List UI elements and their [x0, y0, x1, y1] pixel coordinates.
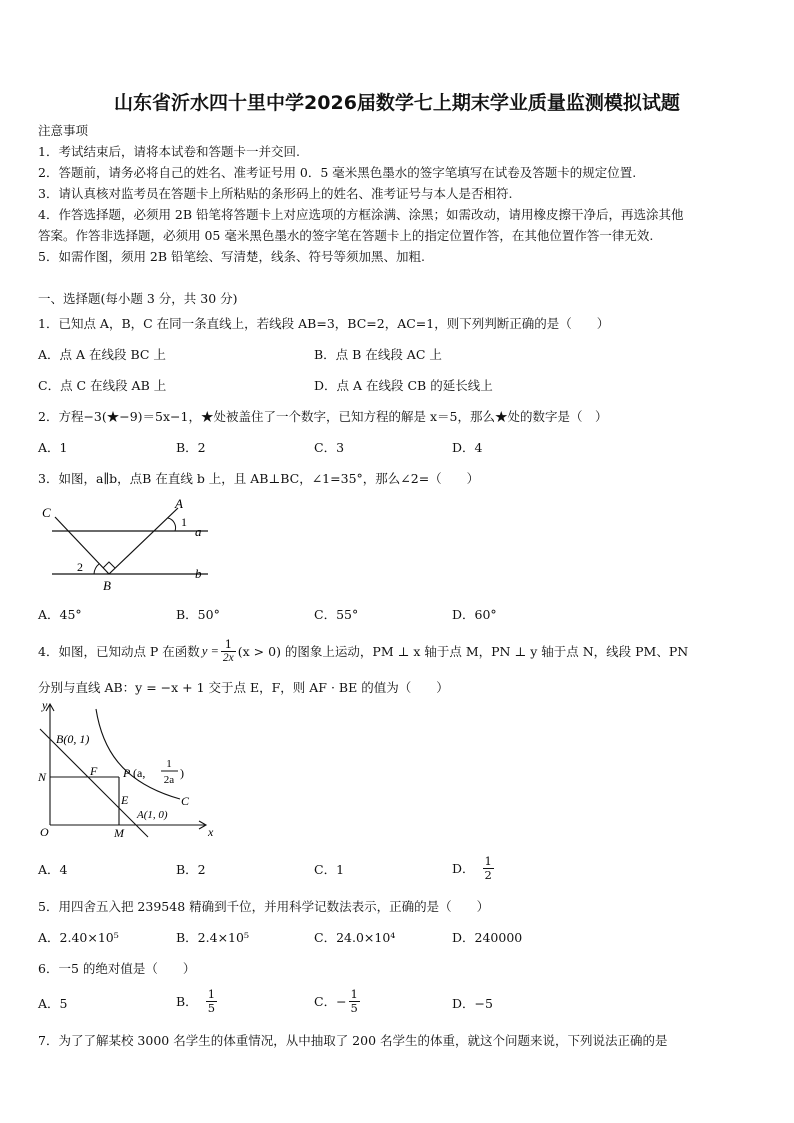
q3-option-a[interactable]: A．45°: [38, 607, 82, 622]
q4-option-d-fraction: [483, 855, 494, 880]
question-4-line-2: 分别与直线 AB：y = −x + 1 交于点 E，F，则 AF · BE 的值为（ ）: [38, 680, 449, 695]
label-line-a: a: [195, 524, 202, 539]
q3-option-b[interactable]: B．50°: [176, 607, 220, 622]
label-e: E: [121, 793, 129, 807]
q4-fraction-numerator: 1: [221, 638, 236, 651]
angle-1-arc: [168, 518, 176, 531]
label-angle-2: 2: [77, 560, 83, 574]
label-a: A: [175, 496, 183, 511]
notice-heading: 注意事项: [38, 123, 89, 138]
label-y: y: [42, 698, 48, 712]
q6-option-c[interactable]: [314, 983, 360, 1019]
q2-option-a[interactable]: A．1: [38, 440, 68, 455]
q4-option-c[interactable]: C．1: [314, 862, 345, 877]
q4-y-equals: y =: [201, 643, 219, 658]
q4-fraction: [221, 638, 236, 663]
label-m: M: [114, 826, 124, 840]
q2-option-c[interactable]: C．3: [314, 440, 345, 455]
q1-option-b[interactable]: B．点 B 在线段 AC 上: [314, 347, 442, 362]
fraction-denominator: 5: [207, 1000, 216, 1015]
fraction-numerator: 1: [484, 854, 492, 869]
q5-option-b[interactable]: B．2.4×10⁵: [176, 930, 249, 945]
section-heading: 一、选择题(每小题 3 分，共 30 分): [38, 291, 238, 306]
q1-option-d[interactable]: D．点 A 在线段 CB 的延长线上: [314, 378, 493, 393]
label-line-b: b: [195, 566, 202, 581]
q1-option-a[interactable]: A．点 A 在线段 BC 上: [38, 347, 166, 362]
label-angle-1: 1: [181, 515, 187, 529]
q4-figure: [30, 697, 230, 845]
label-c: C: [42, 505, 51, 520]
notice-item: 答案。作答非选择题，必须用 05 毫米黑色墨水的签字笔在答题卡上的指定位置作答，在其他位置作答一律无效.: [38, 228, 654, 243]
q4-option-d[interactable]: [452, 850, 494, 886]
label-b-point: B: [103, 578, 111, 593]
angle-2-arc: [94, 564, 99, 574]
q6-option-c-label: C．−: [314, 994, 347, 1009]
q2-option-d[interactable]: D．4: [452, 440, 483, 455]
label-a: A(1, 0): [137, 809, 168, 821]
label-p-den: 2a: [163, 774, 175, 786]
label-p: P: [123, 766, 131, 780]
q4-option-d-label: D．: [452, 861, 475, 876]
question-3-stem: 3．如图，a∥b，点B 在直线 b 上，且 AB⊥BC，∠1=35°，那么∠2=（ ）: [38, 471, 480, 486]
q5-option-d[interactable]: D．240000: [452, 930, 523, 945]
right-angle-mark: [103, 562, 115, 568]
label-o: O: [40, 825, 49, 839]
q1-option-c[interactable]: C．点 C 在线段 AB 上: [38, 378, 167, 393]
label-p-close: ): [180, 766, 184, 780]
q6-option-d[interactable]: D．−5: [452, 996, 493, 1011]
page-title: 山东省沂水四十里中学2026届数学七上期末学业质量监测模拟试题: [114, 92, 680, 114]
notice-item: 5．如需作图，须用 2B 铅笔绘、写清楚，线条、符号等须加黑、加粗.: [38, 249, 426, 264]
question-6-stem: 6．一5 的绝对值是（ ）: [38, 961, 196, 976]
q6-option-b[interactable]: [176, 983, 217, 1019]
question-1-stem: 1．已知点 A，B，C 在同一条直线上，若线段 AB=3，BC=2，AC=1，则下列判断正确的是（ ）: [38, 316, 610, 331]
label-p-coord: (a,: [133, 766, 146, 780]
q3-figure: [30, 495, 220, 595]
q6-option-c-fraction: [349, 988, 360, 1013]
label-c: C: [181, 794, 190, 808]
q4-stem-part-2: (x > 0) 的图象上运动，PM ⊥ x 轴于点 M，PN ⊥ y 轴于点 N，线段 PM、PN: [237, 644, 689, 659]
label-f: F: [90, 764, 98, 778]
fraction-numerator: 1: [350, 987, 358, 1002]
q3-option-d[interactable]: D．60°: [452, 607, 497, 622]
question-4-stem: [38, 633, 688, 669]
q2-option-b[interactable]: B．2: [176, 440, 206, 455]
notice-item: 1．考试结束后，请将本试卷和答题卡一并交回.: [38, 144, 300, 159]
fraction-numerator: 1: [207, 987, 216, 1002]
segment-ab: [109, 508, 178, 574]
q6-option-b-label: B．: [176, 994, 198, 1009]
notice-item: 4．作答选择题，必须用 2B 铅笔将答题卡上对应选项的方框涂满、涂黑；如需改动，请用橡皮擦干净后，再选涂其他: [38, 207, 684, 222]
q5-option-c[interactable]: C．24.0×10⁴: [314, 930, 396, 945]
q4-stem-part-1: 4．如图，已知动点 P 在函数: [38, 644, 200, 659]
question-7-stem: 7．为了了解某校 3000 名学生的体重情况，从中抽取了 200 名学生的体重，就这个问题来说，下列说法正确的是: [38, 1033, 668, 1048]
fraction-denominator: 2: [484, 867, 492, 882]
label-n: N: [38, 770, 47, 784]
q4-option-b[interactable]: B．2: [176, 862, 206, 877]
notice-item: 3．请认真核对监考员在答题卡上所粘贴的条形码上的姓名、准考证号与本人是否相符.: [38, 186, 513, 201]
q4-option-a[interactable]: A．4: [38, 862, 68, 877]
q6-option-b-fraction: [206, 988, 217, 1013]
q3-option-c[interactable]: C．55°: [314, 607, 359, 622]
q6-option-a[interactable]: A．5: [38, 996, 68, 1011]
question-5-stem: 5．用四舍五入把 239548 精确到千位，并用科学记数法表示，正确的是（ ）: [38, 899, 490, 914]
label-x: x: [208, 825, 214, 839]
notice-item: 2．答题前，请务必将自己的姓名、准考证号用 0．5 毫米黑色墨水的签字笔填写在试卷及答题卡的规定位置.: [38, 165, 637, 180]
label-p-num: 1: [166, 758, 172, 770]
q4-fraction-denominator: 2x: [222, 651, 234, 664]
question-2-stem: 2．方程−3(★−9)＝5x−1，★处被盖住了一个数字，已知方程的解是 x＝5，那么★处的数字是（ ）: [38, 409, 608, 424]
label-b: B(0, 1): [56, 732, 90, 746]
fraction-denominator: 5: [350, 1000, 358, 1015]
q5-option-a[interactable]: A．2.40×10⁵: [38, 930, 119, 945]
